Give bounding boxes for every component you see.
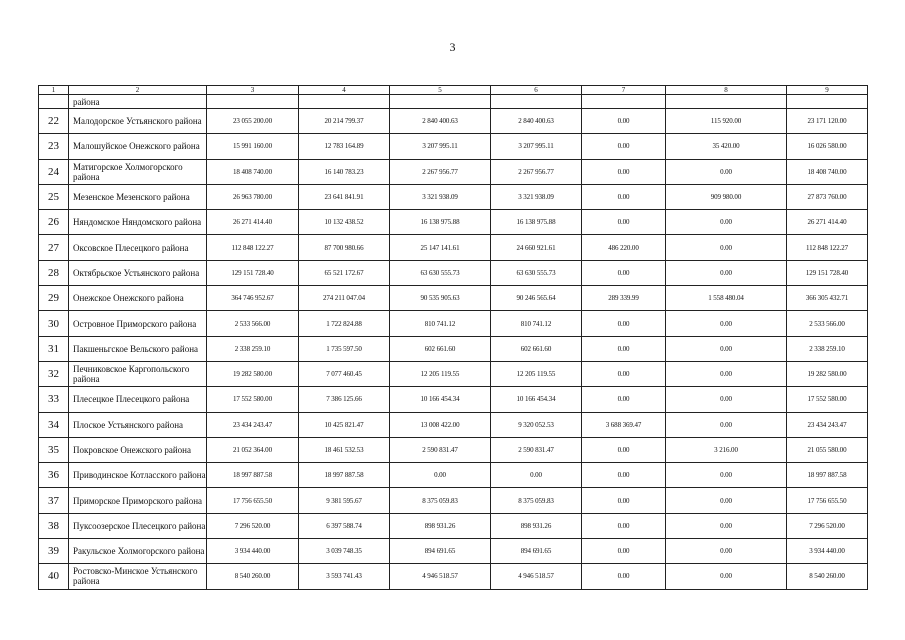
amount-cell: 129 151 728.40 bbox=[787, 260, 868, 285]
row-number-cell: 30 bbox=[39, 311, 69, 336]
amount-cell: 17 756 655.50 bbox=[207, 488, 299, 513]
amount-cell: 2 533 566.00 bbox=[787, 311, 868, 336]
row-number-cell: 38 bbox=[39, 513, 69, 538]
amount-cell: 602 661.60 bbox=[390, 336, 491, 361]
table-row bbox=[39, 387, 868, 412]
row-number-cell: 40 bbox=[39, 564, 69, 589]
column-number-header: 8 bbox=[666, 86, 787, 95]
amount-cell: 2 533 566.00 bbox=[207, 311, 299, 336]
amount-cell: 4 946 518.57 bbox=[491, 564, 582, 589]
column-number-header: 3 bbox=[207, 86, 299, 95]
column-number-header: 5 bbox=[390, 86, 491, 95]
amount-cell: 12 205 119.55 bbox=[390, 361, 491, 386]
row-number-cell: 31 bbox=[39, 336, 69, 361]
row-number-cell: 29 bbox=[39, 286, 69, 311]
amount-cell: 3 934 440.00 bbox=[207, 539, 299, 564]
row-number-cell: 23 bbox=[39, 134, 69, 159]
table-row bbox=[39, 539, 868, 564]
amount-cell: 18 997 887.58 bbox=[207, 463, 299, 488]
amount-cell: 8 375 059.83 bbox=[390, 488, 491, 513]
amount-cell: 21 052 364.00 bbox=[207, 437, 299, 462]
table-cell bbox=[491, 95, 582, 109]
settlement-name-cell: Печниковское Каргопольского района bbox=[69, 361, 207, 386]
amount-cell: 0.00 bbox=[582, 513, 666, 538]
amount-cell: 12 783 164.89 bbox=[299, 134, 390, 159]
amount-cell: 18 997 887.58 bbox=[787, 463, 868, 488]
amount-cell: 2 267 956.77 bbox=[491, 159, 582, 184]
amount-cell: 8 540 260.00 bbox=[787, 564, 868, 589]
amount-cell: 3 207 995.11 bbox=[491, 134, 582, 159]
amount-cell: 16 138 975.88 bbox=[491, 210, 582, 235]
amount-cell: 0.00 bbox=[491, 463, 582, 488]
table-row bbox=[39, 463, 868, 488]
row-number-cell: 36 bbox=[39, 463, 69, 488]
amount-cell: 25 147 141.61 bbox=[390, 235, 491, 260]
table-cell bbox=[787, 95, 868, 109]
table-row bbox=[39, 235, 868, 260]
amount-cell: 0.00 bbox=[582, 437, 666, 462]
amount-cell: 10 166 454.34 bbox=[390, 387, 491, 412]
row-number-cell: 33 bbox=[39, 387, 69, 412]
amount-cell: 90 535 905.63 bbox=[390, 286, 491, 311]
settlement-name-cell: Островное Приморского района bbox=[69, 311, 207, 336]
amount-cell: 0.00 bbox=[582, 387, 666, 412]
amount-cell: 10 425 821.47 bbox=[299, 412, 390, 437]
settlement-name-cell: Ростовско-Минское Устьянского района bbox=[69, 564, 207, 589]
table-cell bbox=[390, 95, 491, 109]
row-number-cell: 34 bbox=[39, 412, 69, 437]
amount-cell: 23 434 243.47 bbox=[787, 412, 868, 437]
amount-cell: 115 920.00 bbox=[666, 109, 787, 134]
row-number-cell: 25 bbox=[39, 184, 69, 209]
amount-cell: 19 282 580.00 bbox=[207, 361, 299, 386]
amount-cell: 0.00 bbox=[582, 109, 666, 134]
amount-cell: 4 946 518.57 bbox=[390, 564, 491, 589]
amount-cell: 0.00 bbox=[666, 159, 787, 184]
amount-cell: 65 521 172.67 bbox=[299, 260, 390, 285]
amount-cell: 23 434 243.47 bbox=[207, 412, 299, 437]
column-number-header: 1 bbox=[39, 86, 69, 95]
settlement-name-cell: Плесецкое Плесецкого района bbox=[69, 387, 207, 412]
amount-cell: 26 963 780.00 bbox=[207, 184, 299, 209]
column-number-header: 2 bbox=[69, 86, 207, 95]
amount-cell: 27 873 760.00 bbox=[787, 184, 868, 209]
amount-cell: 26 271 414.40 bbox=[207, 210, 299, 235]
amount-cell: 0.00 bbox=[666, 564, 787, 589]
amount-cell: 0.00 bbox=[582, 463, 666, 488]
settlement-name-cell: Няндомское Няндомского района bbox=[69, 210, 207, 235]
amount-cell: 17 756 655.50 bbox=[787, 488, 868, 513]
column-number-header: 4 bbox=[299, 86, 390, 95]
settlement-name-cell: Малодорское Устьянского района bbox=[69, 109, 207, 134]
amount-cell: 16 138 975.88 bbox=[390, 210, 491, 235]
amount-cell: 2 840 400.63 bbox=[491, 109, 582, 134]
table-cell bbox=[299, 95, 390, 109]
amount-cell: 909 980.00 bbox=[666, 184, 787, 209]
table-row bbox=[39, 184, 868, 209]
table-row bbox=[39, 109, 868, 134]
amount-cell: 17 552 580.00 bbox=[787, 387, 868, 412]
amount-cell: 3 207 995.11 bbox=[390, 134, 491, 159]
column-number-header: 6 bbox=[491, 86, 582, 95]
settlement-name-cell: Оксовское Плесецкого района bbox=[69, 235, 207, 260]
amount-cell: 1 558 480.04 bbox=[666, 286, 787, 311]
amount-cell: 10 132 438.52 bbox=[299, 210, 390, 235]
amount-cell: 3 321 938.09 bbox=[390, 184, 491, 209]
amount-cell: 898 931.26 bbox=[491, 513, 582, 538]
amount-cell: 90 246 565.64 bbox=[491, 286, 582, 311]
amount-cell: 602 661.60 bbox=[491, 336, 582, 361]
amount-cell: 2 338 259.10 bbox=[207, 336, 299, 361]
amount-cell: 35 420.00 bbox=[666, 134, 787, 159]
settlement-name-cell: Матигорское Холмогорского района bbox=[69, 159, 207, 184]
amount-cell: 2 267 956.77 bbox=[390, 159, 491, 184]
amount-cell: 18 461 532.53 bbox=[299, 437, 390, 462]
amount-cell: 894 691.65 bbox=[390, 539, 491, 564]
column-number-header: 7 bbox=[582, 86, 666, 95]
table-row bbox=[39, 437, 868, 462]
table-row bbox=[39, 488, 868, 513]
settlement-name-cell: Приморское Приморского района bbox=[69, 488, 207, 513]
amount-cell: 0.00 bbox=[666, 260, 787, 285]
amount-cell: 0.00 bbox=[582, 159, 666, 184]
settlement-name-cell: Плоское Устьянского района bbox=[69, 412, 207, 437]
amount-cell: 0.00 bbox=[582, 184, 666, 209]
amount-cell: 0.00 bbox=[666, 412, 787, 437]
amount-cell: 0.00 bbox=[582, 210, 666, 235]
amount-cell: 2 590 831.47 bbox=[491, 437, 582, 462]
amount-cell: 9 320 052.53 bbox=[491, 412, 582, 437]
table-row bbox=[39, 311, 868, 336]
amount-cell: 19 282 580.00 bbox=[787, 361, 868, 386]
column-number-header: 9 bbox=[787, 86, 868, 95]
amount-cell: 0.00 bbox=[582, 488, 666, 513]
settlement-name-cell: Малошуйское Онежского района bbox=[69, 134, 207, 159]
table-row bbox=[39, 564, 868, 589]
amount-cell: 20 214 799.37 bbox=[299, 109, 390, 134]
amount-cell: 23 641 841.91 bbox=[299, 184, 390, 209]
table-row bbox=[39, 159, 868, 184]
settlement-name-cell: Ракульское Холмогорского района bbox=[69, 539, 207, 564]
table-row bbox=[39, 260, 868, 285]
amount-cell: 0.00 bbox=[666, 387, 787, 412]
amount-cell: 0.00 bbox=[582, 361, 666, 386]
amount-cell: 366 305 432.71 bbox=[787, 286, 868, 311]
amount-cell: 3 593 741.43 bbox=[299, 564, 390, 589]
amount-cell: 1 735 597.50 bbox=[299, 336, 390, 361]
amount-cell: 63 630 555.73 bbox=[390, 260, 491, 285]
table-row bbox=[39, 361, 868, 386]
amount-cell: 0.00 bbox=[582, 539, 666, 564]
column-number-header-row bbox=[39, 86, 868, 95]
row-number-cell: 39 bbox=[39, 539, 69, 564]
amount-cell: 0.00 bbox=[582, 336, 666, 361]
amount-cell: 486 220.00 bbox=[582, 235, 666, 260]
amount-cell: 3 321 938.09 bbox=[491, 184, 582, 209]
amount-cell: 12 205 119.55 bbox=[491, 361, 582, 386]
amount-cell: 0.00 bbox=[582, 260, 666, 285]
amount-cell: 0.00 bbox=[666, 488, 787, 513]
amount-cell: 18 997 887.58 bbox=[299, 463, 390, 488]
amount-cell: 17 552 580.00 bbox=[207, 387, 299, 412]
settlement-name-cell: Мезенское Мезенского района bbox=[69, 184, 207, 209]
amount-cell: 112 848 122.27 bbox=[787, 235, 868, 260]
settlement-name-cell: Пуксоозерское Плесецкого района bbox=[69, 513, 207, 538]
table-cell bbox=[666, 95, 787, 109]
amount-cell: 16 026 580.00 bbox=[787, 134, 868, 159]
amount-cell: 8 375 059.83 bbox=[491, 488, 582, 513]
amount-cell: 7 386 125.66 bbox=[299, 387, 390, 412]
amount-cell: 3 216.00 bbox=[666, 437, 787, 462]
settlement-name-cell: Онежское Онежского района bbox=[69, 286, 207, 311]
amount-cell: 21 055 580.00 bbox=[787, 437, 868, 462]
amount-cell: 0.00 bbox=[666, 539, 787, 564]
amount-cell: 8 540 260.00 bbox=[207, 564, 299, 589]
table-row bbox=[39, 513, 868, 538]
amount-cell: 0.00 bbox=[582, 564, 666, 589]
amount-cell: 7 077 460.45 bbox=[299, 361, 390, 386]
settlement-name-cell: Приводинское Котласского района bbox=[69, 463, 207, 488]
amount-cell: 894 691.65 bbox=[491, 539, 582, 564]
settlement-name-cell: Покровское Онежского района bbox=[69, 437, 207, 462]
amount-cell: 9 381 595.67 bbox=[299, 488, 390, 513]
table-cell bbox=[207, 95, 299, 109]
amount-cell: 364 746 952.67 bbox=[207, 286, 299, 311]
amount-cell: 129 151 728.40 bbox=[207, 260, 299, 285]
table-row bbox=[39, 286, 868, 311]
row-number-cell: 35 bbox=[39, 437, 69, 462]
amount-cell: 112 848 122.27 bbox=[207, 235, 299, 260]
amount-cell: 87 700 980.66 bbox=[299, 235, 390, 260]
amount-cell: 2 840 400.63 bbox=[390, 109, 491, 134]
amount-cell: 18 408 740.00 bbox=[207, 159, 299, 184]
table-row bbox=[39, 412, 868, 437]
amount-cell: 0.00 bbox=[666, 463, 787, 488]
amount-cell: 0.00 bbox=[666, 311, 787, 336]
amount-cell: 0.00 bbox=[666, 361, 787, 386]
amount-cell: 6 397 588.74 bbox=[299, 513, 390, 538]
amount-cell: 10 166 454.34 bbox=[491, 387, 582, 412]
table-row bbox=[39, 336, 868, 361]
amount-cell: 24 660 921.61 bbox=[491, 235, 582, 260]
amount-cell: 810 741.12 bbox=[390, 311, 491, 336]
amount-cell: 0.00 bbox=[582, 311, 666, 336]
amount-cell: 7 296 520.00 bbox=[207, 513, 299, 538]
amount-cell: 23 171 120.00 bbox=[787, 109, 868, 134]
amount-cell: 16 140 783.23 bbox=[299, 159, 390, 184]
amount-cell: 0.00 bbox=[666, 513, 787, 538]
row-number-cell: 26 bbox=[39, 210, 69, 235]
amount-cell: 23 055 200.00 bbox=[207, 109, 299, 134]
row-number-cell: 22 bbox=[39, 109, 69, 134]
amount-cell: 0.00 bbox=[390, 463, 491, 488]
table-cell bbox=[39, 95, 69, 109]
settlement-name-cell: Пакшеньгское Вельского района bbox=[69, 336, 207, 361]
amount-cell: 274 211 047.04 bbox=[299, 286, 390, 311]
continuation-row bbox=[39, 95, 868, 109]
row-number-cell: 32 bbox=[39, 361, 69, 386]
amount-cell: 1 722 824.88 bbox=[299, 311, 390, 336]
amount-cell: 0.00 bbox=[582, 134, 666, 159]
row-number-cell: 28 bbox=[39, 260, 69, 285]
row-number-cell: 27 bbox=[39, 235, 69, 260]
amount-cell: 3 934 440.00 bbox=[787, 539, 868, 564]
amount-cell: 898 931.26 bbox=[390, 513, 491, 538]
page-number: 3 bbox=[449, 40, 456, 54]
row-number-cell: 24 bbox=[39, 159, 69, 184]
amount-cell: 810 741.12 bbox=[491, 311, 582, 336]
row-number-cell: 37 bbox=[39, 488, 69, 513]
amount-cell: 3 039 748.35 bbox=[299, 539, 390, 564]
amount-cell: 15 991 160.00 bbox=[207, 134, 299, 159]
budget-table bbox=[38, 85, 868, 590]
amount-cell: 7 296 520.00 bbox=[787, 513, 868, 538]
amount-cell: 0.00 bbox=[666, 336, 787, 361]
table-row bbox=[39, 134, 868, 159]
amount-cell: 2 590 831.47 bbox=[390, 437, 491, 462]
amount-cell: 18 408 740.00 bbox=[787, 159, 868, 184]
settlement-name-cell: Октябрьское Устьянского района bbox=[69, 260, 207, 285]
amount-cell: 289 339.99 bbox=[582, 286, 666, 311]
table-row bbox=[39, 210, 868, 235]
amount-cell: 3 688 369.47 bbox=[582, 412, 666, 437]
table-cell bbox=[582, 95, 666, 109]
amount-cell: 2 338 259.10 bbox=[787, 336, 868, 361]
continuation-name-cell: района bbox=[69, 95, 207, 109]
amount-cell: 13 008 422.00 bbox=[390, 412, 491, 437]
amount-cell: 0.00 bbox=[666, 210, 787, 235]
amount-cell: 26 271 414.40 bbox=[787, 210, 868, 235]
amount-cell: 0.00 bbox=[666, 235, 787, 260]
amount-cell: 63 630 555.73 bbox=[491, 260, 582, 285]
